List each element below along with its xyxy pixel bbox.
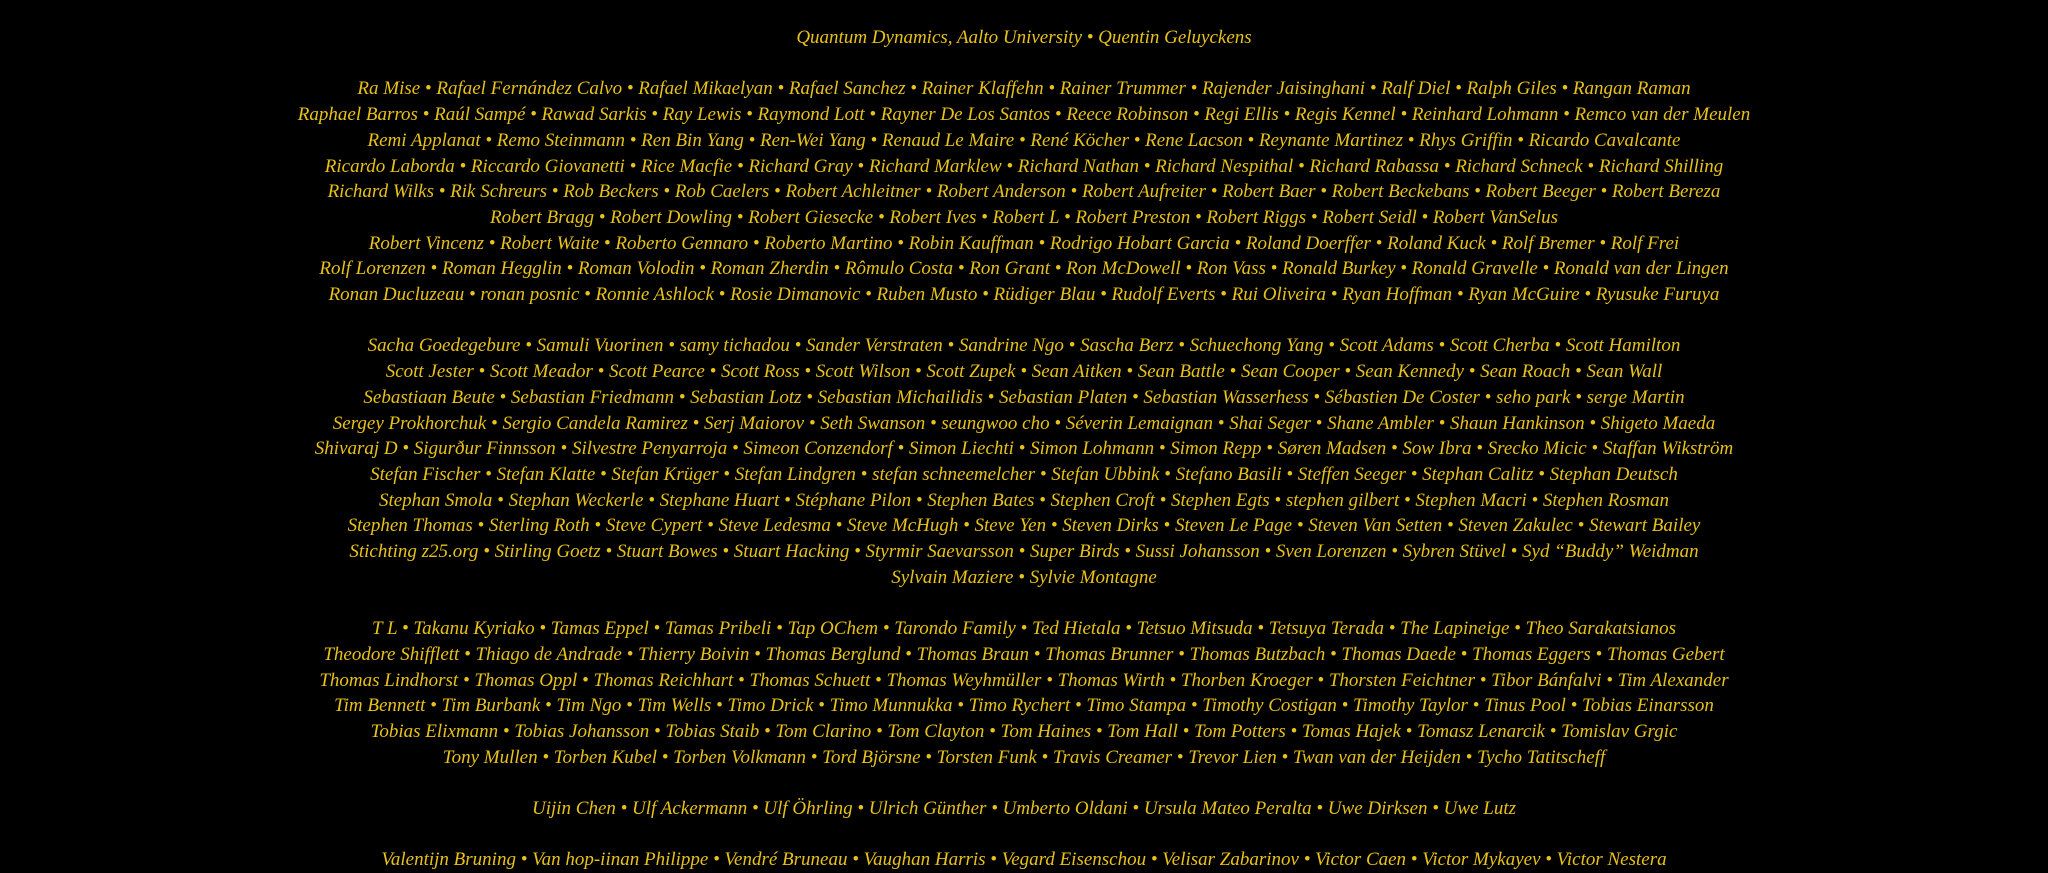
credits-line: Sebastiaan Beute • Sebastian Friedmann • Sebastian Lotz • Sebastian Michailidis • Sebastian Platen • Sebastian Wasserhess • Sébastien De Coster • seho park • serge Martin — [363, 386, 1685, 408]
credits-line: Remi Applanat • Remo Steinmann • Ren Bin Yang • Ren-Wei Yang • Renaud Le Maire • René Köcher • Rene Lacson • Reynante Martinez • Rhys Griffin • Ricardo Cavalcante — [367, 129, 1681, 151]
credits-line: Ronan Ducluzeau • ronan posnic • Ronnie Ashlock • Rosie Dimanovic • Ruben Musto • Rüdiger Blau • Rudolf Everts • Rui Oliveira • Ryan Hoffman • Ryan McGuire • Ryusuke Furuya — [328, 284, 1720, 306]
credits-line: Uijin Chen • Ulf Ackermann • Ulf Öhrling • Ulrich Günther • Umberto Oldani • Ursula Mateo Peralta • Uwe Dirksen • Uwe Lutz — [531, 798, 1516, 820]
credits-header: Quantum Dynamics, Aalto University • Quentin Geluyckens — [796, 27, 1252, 48]
credits-section-r — [0, 76, 2048, 307]
credits-line: Rolf Lorenzen • Roman Hegglin • Roman Volodin • Roman Zherdin • Rômulo Costa • Ron Grant • Ron McDowell • Ron Vass • Ronald Burkey • Ronald Gravelle • Ronald van der Lingen — [319, 258, 1729, 280]
credits-line: Ra Mise • Rafael Fernández Calvo • Rafael Mikaelyan • Rafael Sanchez • Rainer Klaffehn • Rainer Trummer • Rajender Jaisinghani • Ralf Diel • Ralph Giles • Rangan Raman — [357, 78, 1691, 100]
credits-line: Stephan Smola • Stephan Weckerle • Stephane Huart • Stéphane Pilon • Stephen Bates • Stephen Croft • Stephen Egts • stephen gilbert • Stephen Macri • Stephen Rosman — [378, 489, 1670, 511]
credits-line: Tobias Elixmann • Tobias Johansson • Tobias Staib • Tom Clarino • Tom Clayton • Tom Haines • Tom Hall • Tom Potters • Tomas Hajek • Tomasz Lenarcik • Tomislav Grgic — [370, 720, 1678, 742]
credits-line: T L • Takanu Kyriako • Tamas Eppel • Tamas Pribeli • Tap OChem • Tarondo Family • Ted Hietala • Tetsuo Mitsuda • Tetsuya Terada • The Lapineige • Theo Sarakatsianos — [372, 618, 1676, 640]
credits-line: Thomas Lindhorst • Thomas Oppl • Thomas Reichhart • Thomas Schuett • Thomas Weyhmüller • Thomas Wirth • Thorben Kroeger • Thorsten Feichtner • Tibor Bánfalvi • Tim Alexander — [319, 669, 1729, 691]
credits-line: Robert Vincenz • Robert Waite • Roberto Gennaro • Roberto Martino • Robin Kauffman • Rodrigo Hobart Garcia • Roland Doerffer • Roland Kuck • Rolf Bremer • Rolf Frei — [368, 232, 1680, 254]
credits-line: Valentijn Bruning • Van hop-iinan Philippe • Vendré Bruneau • Vaughan Harris • Vegard Eisenschou • Velisar Zabarinov • Victor Caen • Victor Mykayev • Victor Nestera — [381, 849, 1667, 871]
credits-line: Stefan Fischer • Stefan Klatte • Stefan Krüger • Stefan Lindgren • stefan schneemelcher • Stefan Ubbink • Stefano Basili • Steffen Seeger • Stephan Calitz • Stephan Deutsch — [370, 463, 1678, 485]
credits-section-v — [0, 847, 2048, 873]
credits-line: Raphael Barros • Raúl Sampé • Rawad Sarkis • Ray Lewis • Raymond Lott • Rayner De Los Santos • Reece Robinson • Regi Ellis • Regis Kennel • Reinhard Lohmann • Remco van der Meulen — [297, 104, 1751, 126]
credits-line: Ricardo Laborda • Riccardo Giovanetti • Rice Macfie • Richard Gray • Richard Marklew • Richard Nathan • Richard Nespithal • Richard Rabassa • Richard Schneck • Richard Shilling — [324, 155, 1724, 177]
credits-line: Scott Jester • Scott Meador • Scott Pearce • Scott Ross • Scott Wilson • Scott Zupek • Sean Aitken • Sean Battle • Sean Cooper • Sean Kennedy • Sean Roach • Sean Wall — [385, 361, 1663, 383]
credits-line: Stephen Thomas • Sterling Roth • Steve Cypert • Steve Ledesma • Steve McHugh • Steve Yen • Steven Dirks • Steven Le Page • Steven Van Setten • Steven Zakulec • Stewart Bailey — [347, 515, 1701, 537]
credits-section-s — [0, 333, 2048, 590]
credits-line: Shivaraj D • Sigurður Finnsson • Silvestre Penyarroja • Simeon Conzendorf • Simon Liechti • Simon Lohmann • Simon Repp • Søren Madsen • Sow Ibra • Srecko Micic • Staffan Wikström — [314, 438, 1734, 460]
credits-scroll — [0, 25, 2048, 873]
credits-line: Richard Wilks • Rik Schreurs • Rob Beckers • Rob Caelers • Robert Achleitner • Robert Anderson • Robert Aufreiter • Robert Baer • Robert Beckebans • Robert Beeger • Robert Bereza — [327, 181, 1721, 203]
credits-line: Tim Bennett • Tim Burbank • Tim Ngo • Tim Wells • Timo Drick • Timo Munnukka • Timo Rychert • Timo Stampa • Timothy Costigan • Timothy Taylor • Tinus Pool • Tobias Einarsson — [334, 695, 1714, 717]
credits-line: Sacha Goedegebure • Samuli Vuorinen • samy tichadou • Sander Verstraten • Sandrine Ngo • Sascha Berz • Schuechong Yang • Scott Adams • Scott Cherba • Scott Hamilton — [367, 335, 1681, 357]
credits-line: Sergey Prokhorchuk • Sergio Candela Ramirez • Serj Maiorov • Seth Swanson • seungwoo cho • Séverin Lemaignan • Shai Seger • Shane Ambler • Shaun Hankinson • Shigeto Maeda — [332, 412, 1716, 434]
credits-section-t — [0, 616, 2048, 770]
credits-line: Theodore Shifflett • Thiago de Andrade • Thierry Boivin • Thomas Berglund • Thomas Braun • Thomas Brunner • Thomas Butzbach • Thomas Daede • Thomas Eggers • Thomas Gebert — [323, 643, 1725, 665]
credits-section-u — [0, 796, 2048, 822]
credits-line: Robert Bragg • Robert Dowling • Robert Giesecke • Robert Ives • Robert L • Robert Preston • Robert Riggs • Robert Seidl • Robert VanSelus — [490, 206, 1558, 228]
credits-line: Sylvain Maziere • Sylvie Montagne — [891, 566, 1157, 588]
credits-line: Stichting z25.org • Stirling Goetz • Stuart Bowes • Stuart Hacking • Styrmir Saevarsson • Super Birds • Sussi Johansson • Sven Lorenzen • Sybren Stüvel • Syd “Buddy” Weidman — [349, 541, 1699, 563]
credits-line: Tony Mullen • Torben Kubel • Torben Volkmann • Tord Björsne • Torsten Funk • Travis Creamer • Trevor Lien • Twan van der Heijden • Tycho Tatitscheff — [442, 746, 1606, 768]
